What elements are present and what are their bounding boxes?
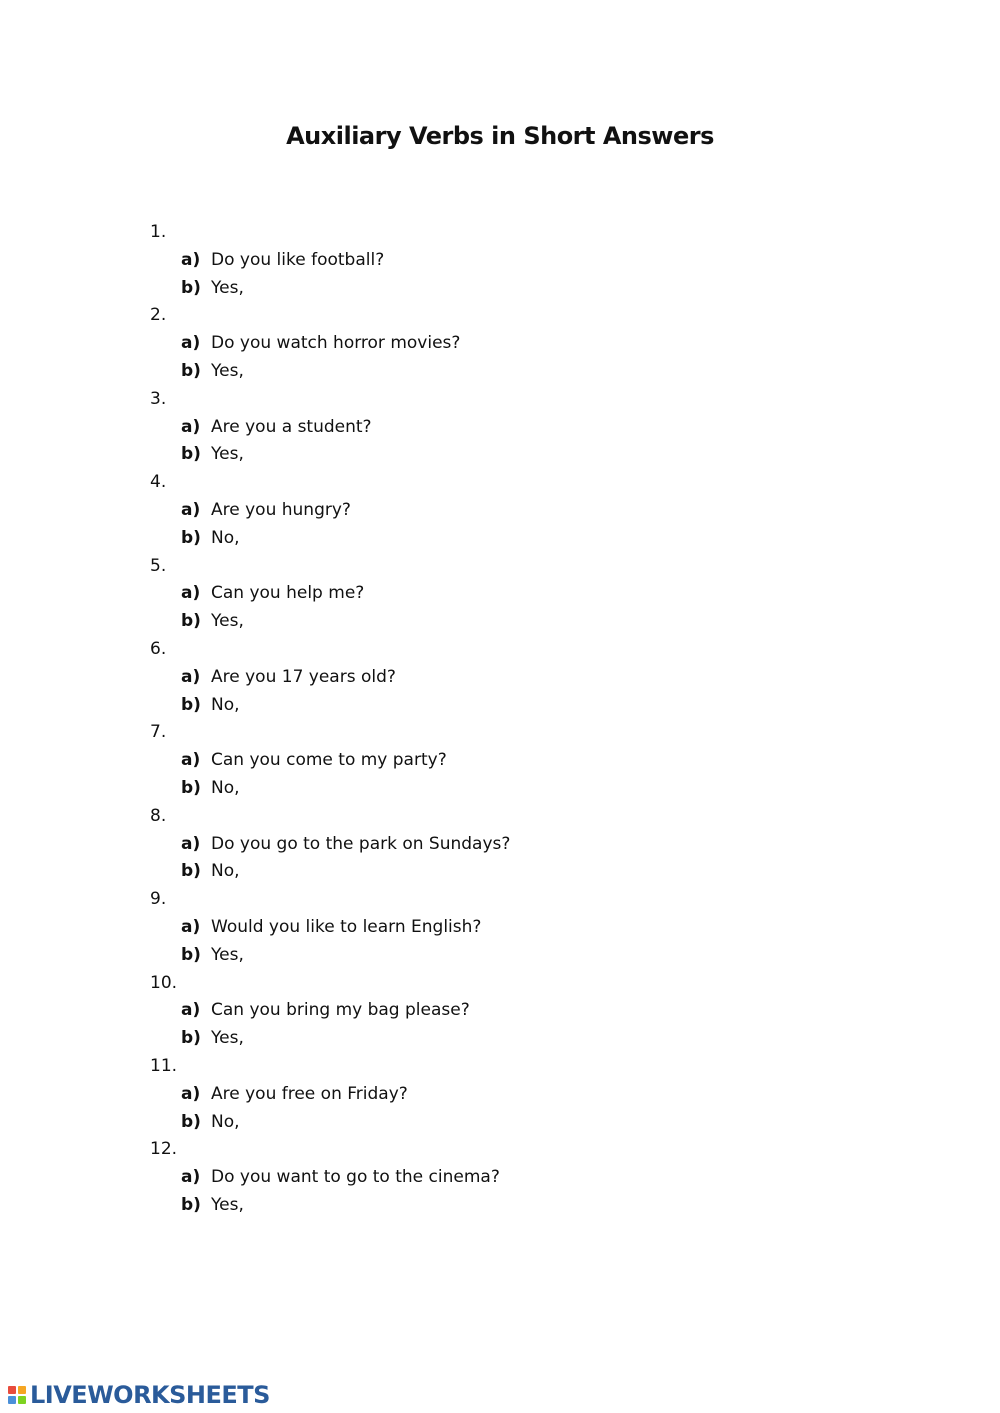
question-item <box>150 469 850 552</box>
question-item <box>150 886 850 969</box>
question-number: 3. <box>150 388 167 409</box>
question-item <box>150 719 850 802</box>
answer-line <box>150 1025 850 1053</box>
answer-text[interactable]: Yes, <box>211 1028 244 1049</box>
question-line <box>150 247 850 275</box>
option-letter-b: b) <box>181 277 201 298</box>
question-text: Do you go to the park on Sundays? <box>211 833 511 854</box>
answer-text[interactable]: No, <box>211 694 240 715</box>
answer-text[interactable]: No, <box>211 777 240 798</box>
question-line <box>150 497 850 525</box>
question-number: 12. <box>150 1139 178 1160</box>
page-title: Auxiliary Verbs in Short Answers <box>286 122 714 150</box>
question-item <box>150 553 850 636</box>
question-text: Can you bring my bag please? <box>211 1000 470 1021</box>
question-text: Can you come to my party? <box>211 750 447 771</box>
question-number: 6. <box>150 638 167 659</box>
option-letter-b: b) <box>181 611 201 632</box>
question-item <box>150 1053 850 1136</box>
option-letter-b: b) <box>181 944 201 965</box>
option-letter-b: b) <box>181 444 201 465</box>
answer-line <box>150 525 850 553</box>
option-letter-b: b) <box>181 1194 201 1215</box>
question-line <box>150 330 850 358</box>
logo-block-blue <box>8 1396 16 1404</box>
question-line <box>150 831 850 859</box>
option-letter-b: b) <box>181 694 201 715</box>
option-letter-b: b) <box>181 1028 201 1049</box>
question-line <box>150 580 850 608</box>
question-number: 10. <box>150 972 178 993</box>
option-letter-b: b) <box>181 861 201 882</box>
question-number: 5. <box>150 555 167 576</box>
option-letter-a: a) <box>181 416 201 437</box>
answer-line <box>150 608 850 636</box>
answer-line <box>150 358 850 386</box>
logo-block-green <box>18 1396 26 1404</box>
logo-block-orange <box>18 1386 26 1394</box>
option-letter-a: a) <box>181 833 201 854</box>
question-text: Are you free on Friday? <box>211 1083 408 1104</box>
answer-line <box>150 942 850 970</box>
question-text: Do you want to go to the cinema? <box>211 1167 500 1188</box>
option-letter-b: b) <box>181 1111 201 1132</box>
question-text: Can you help me? <box>211 583 365 604</box>
brand-name: LIVEWORKSHEETS <box>30 1381 270 1409</box>
question-number: 4. <box>150 472 167 493</box>
question-number: 7. <box>150 722 167 743</box>
logo-blocks-icon <box>8 1386 26 1404</box>
question-item <box>150 1136 850 1219</box>
answer-line <box>150 441 850 469</box>
question-number: 8. <box>150 805 167 826</box>
question-line <box>150 414 850 442</box>
question-list <box>150 219 850 1220</box>
option-letter-a: a) <box>181 1167 201 1188</box>
option-letter-a: a) <box>181 499 201 520</box>
answer-text[interactable]: No, <box>211 1111 240 1132</box>
option-letter-a: a) <box>181 666 201 687</box>
option-letter-b: b) <box>181 777 201 798</box>
question-text: Are you hungry? <box>211 499 351 520</box>
question-line <box>150 747 850 775</box>
question-item <box>150 302 850 385</box>
option-letter-a: a) <box>181 333 201 354</box>
option-letter-b: b) <box>181 527 201 548</box>
question-number: 1. <box>150 222 167 242</box>
question-line <box>150 914 850 942</box>
answer-text[interactable]: Yes, <box>211 277 244 298</box>
option-letter-a: a) <box>181 249 201 270</box>
answer-text[interactable]: Yes, <box>211 1194 244 1215</box>
question-number: 11. <box>150 1055 178 1076</box>
question-line <box>150 1164 850 1192</box>
answer-line <box>150 775 850 803</box>
option-letter-a: a) <box>181 916 201 937</box>
answer-line <box>150 1109 850 1137</box>
answer-line <box>150 1192 850 1220</box>
answer-line <box>150 275 850 303</box>
answer-text[interactable]: Yes, <box>211 360 244 381</box>
question-text: Are you a student? <box>211 416 372 437</box>
question-item <box>150 219 850 302</box>
question-item <box>150 386 850 469</box>
question-text: Would you like to learn English? <box>211 916 482 937</box>
logo-block-red <box>8 1386 16 1394</box>
option-letter-a: a) <box>181 1083 201 1104</box>
option-letter-a: a) <box>181 750 201 771</box>
question-number: 2. <box>150 305 167 326</box>
question-line <box>150 1081 850 1109</box>
question-line <box>150 664 850 692</box>
answer-text[interactable]: Yes, <box>211 444 244 465</box>
answer-text[interactable]: Yes, <box>211 944 244 965</box>
option-letter-b: b) <box>181 360 201 381</box>
question-line <box>150 997 850 1025</box>
question-item <box>150 970 850 1053</box>
question-text: Are you 17 years old? <box>211 666 396 687</box>
option-letter-a: a) <box>181 1000 201 1021</box>
answer-line <box>150 858 850 886</box>
question-number: 9. <box>150 889 167 910</box>
liveworksheets-logo[interactable] <box>8 1381 270 1409</box>
question-item <box>150 636 850 719</box>
answer-text[interactable]: No, <box>211 861 240 882</box>
question-item <box>150 803 850 886</box>
answer-line <box>150 692 850 720</box>
question-text: Do you like football? <box>211 249 385 270</box>
question-text: Do you watch horror movies? <box>211 333 461 354</box>
answer-text[interactable]: Yes, <box>211 611 244 632</box>
answer-text[interactable]: No, <box>211 527 240 548</box>
option-letter-a: a) <box>181 583 201 604</box>
